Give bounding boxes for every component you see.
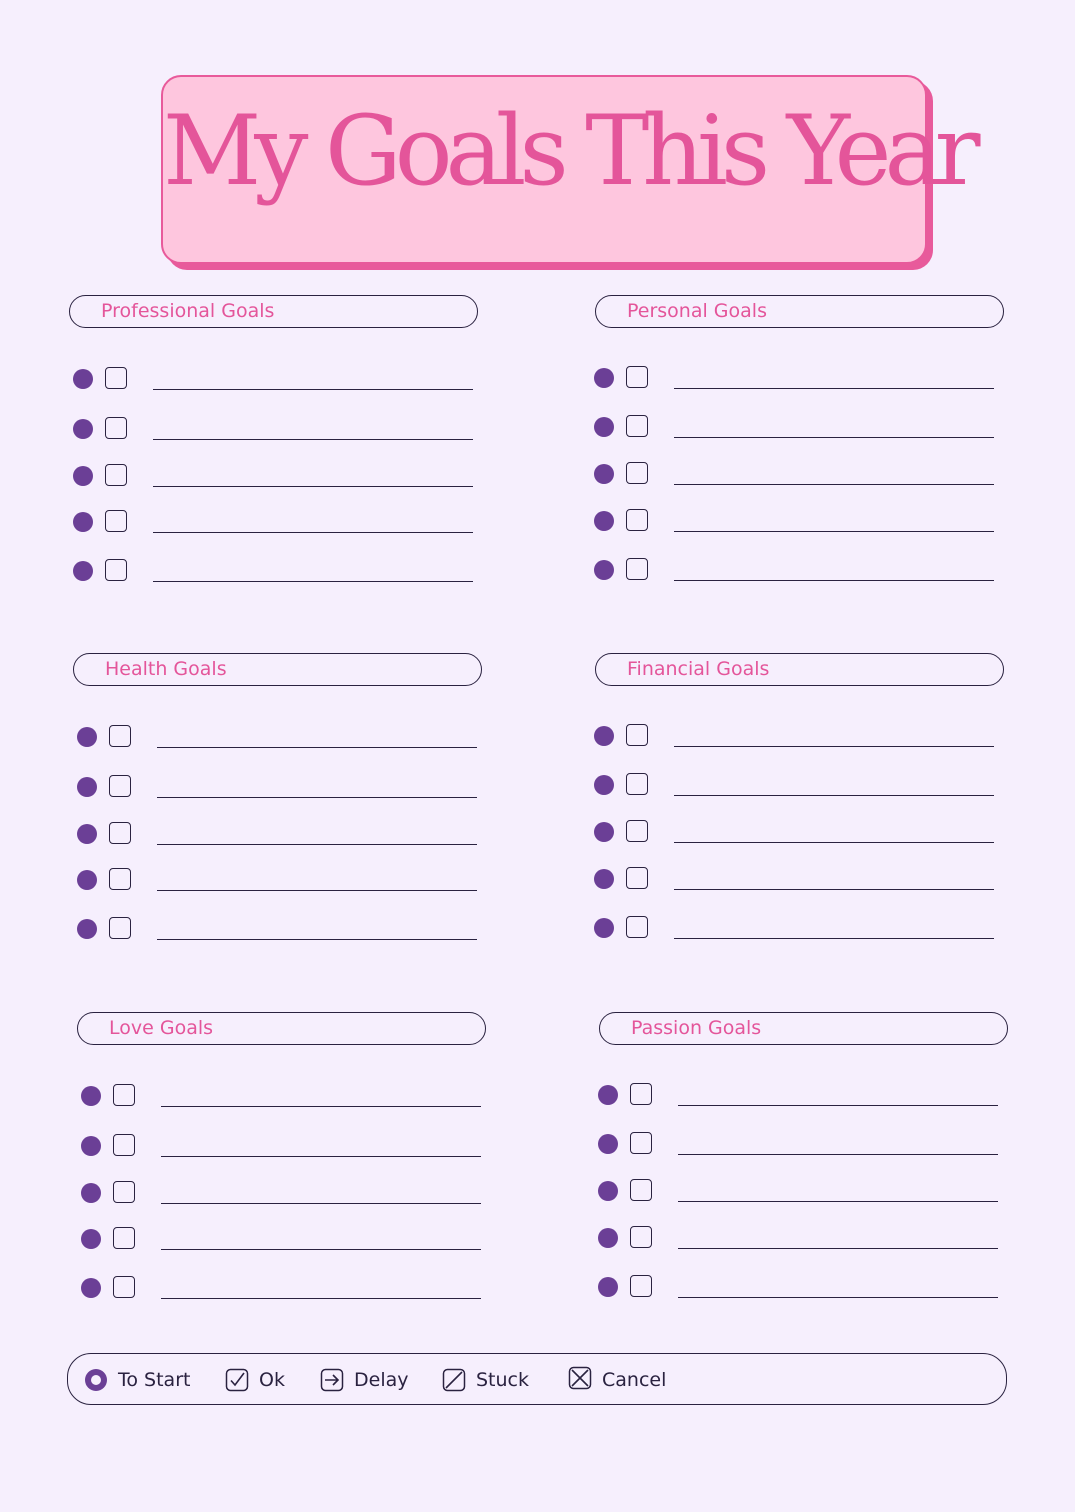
legend-item-cancel [568,1367,666,1393]
x-box-icon [568,1366,592,1390]
goal-row [73,558,483,584]
goal-checkbox[interactable] [105,417,127,439]
bullet-dot-icon [77,824,97,844]
goal-write-line[interactable] [157,939,477,940]
bullet-dot-icon [77,870,97,890]
status-legend [67,1353,1007,1405]
goal-checkbox[interactable] [113,1227,135,1249]
goal-checkbox[interactable] [630,1083,652,1105]
goal-row [73,463,483,489]
section-label-financial: Financial Goals [627,658,770,680]
goal-checkbox[interactable] [113,1084,135,1106]
goal-checkbox[interactable] [109,725,131,747]
goal-write-line[interactable] [161,1298,481,1299]
goal-row [73,366,483,392]
goal-write-line[interactable] [157,844,477,845]
goal-row [594,866,1004,892]
goal-write-line[interactable] [678,1297,998,1298]
section-header-passion [599,1012,1008,1045]
goal-row [598,1178,1008,1204]
goal-row [73,416,483,442]
goal-write-line[interactable] [678,1105,998,1106]
goal-checkbox[interactable] [626,820,648,842]
goal-checkbox[interactable] [105,367,127,389]
goal-write-line[interactable] [157,747,477,748]
legend-item-to-start [84,1367,190,1393]
section-header-financial [595,653,1004,686]
goal-row [81,1180,491,1206]
bullet-dot-icon [594,560,614,580]
goal-checkbox[interactable] [626,509,648,531]
goal-row [77,867,487,893]
section-header-professional [69,295,478,328]
bullet-dot-icon [73,419,93,439]
bullet-dot-icon [73,512,93,532]
section-label-professional: Professional Goals [101,300,275,322]
goal-checkbox[interactable] [109,868,131,890]
goal-write-line[interactable] [678,1248,998,1249]
bullet-dot-icon [598,1134,618,1154]
section-header-love [77,1012,486,1045]
bullet-dot-icon [77,919,97,939]
goal-row [77,916,487,942]
section-label-love: Love Goals [109,1017,214,1039]
goal-write-line[interactable] [153,486,473,487]
goal-checkbox[interactable] [109,775,131,797]
goal-row [594,365,1004,391]
bullet-dot-icon [594,869,614,889]
goal-write-line[interactable] [153,439,473,440]
goal-row [598,1082,1008,1108]
bullet-dot-icon [594,417,614,437]
bullet-dot-icon [594,822,614,842]
goal-write-line[interactable] [674,842,994,843]
goal-row [77,821,487,847]
goal-checkbox[interactable] [626,773,648,795]
goal-write-line[interactable] [153,532,473,533]
legend-label-delay: Delay [354,1369,409,1391]
goal-checkbox[interactable] [626,558,648,580]
goal-checkbox[interactable] [109,917,131,939]
goal-write-line[interactable] [678,1154,998,1155]
bullet-dot-icon [594,368,614,388]
goal-row [594,723,1004,749]
goal-row [594,772,1004,798]
bullet-dot-icon [598,1085,618,1105]
goal-write-line[interactable] [153,581,473,582]
goal-row [81,1275,491,1301]
goal-row [598,1274,1008,1300]
bullet-dot-icon [598,1181,618,1201]
goal-write-line[interactable] [161,1106,481,1107]
bullet-dot-icon [73,369,93,389]
goal-checkbox[interactable] [626,366,648,388]
goal-checkbox[interactable] [626,724,648,746]
goal-row [594,414,1004,440]
goal-write-line[interactable] [674,746,994,747]
arrow-box-icon [320,1368,344,1392]
goal-write-line[interactable] [674,580,994,581]
bullet-dot-icon [73,466,93,486]
goal-checkbox[interactable] [630,1132,652,1154]
radio-dot-icon [84,1368,108,1392]
goal-checkbox[interactable] [113,1134,135,1156]
bullet-dot-icon [594,775,614,795]
legend-label-to-start: To Start [118,1369,191,1391]
goal-write-line[interactable] [157,797,477,798]
bullet-dot-icon [81,1229,101,1249]
goal-write-line[interactable] [161,1249,481,1250]
goal-checkbox[interactable] [113,1276,135,1298]
section-label-personal: Personal Goals [627,300,767,322]
legend-label-cancel: Cancel [602,1369,667,1391]
bullet-dot-icon [77,777,97,797]
section-label-health: Health Goals [105,658,227,680]
section-header-personal [595,295,1004,328]
goal-row [598,1131,1008,1157]
goal-row [77,774,487,800]
goal-checkbox[interactable] [630,1275,652,1297]
goal-checkbox[interactable] [630,1226,652,1248]
legend-item-ok [225,1367,285,1393]
goal-write-line[interactable] [674,938,994,939]
section-label-passion: Passion Goals [631,1017,762,1039]
bullet-dot-icon [81,1136,101,1156]
goal-row [81,1226,491,1252]
goal-write-line[interactable] [674,531,994,532]
slash-box-icon [442,1368,466,1392]
bullet-dot-icon [81,1086,101,1106]
goal-checkbox[interactable] [105,510,127,532]
bullet-dot-icon [598,1228,618,1248]
goal-write-line[interactable] [674,388,994,389]
bullet-dot-icon [594,464,614,484]
goal-write-line[interactable] [157,890,477,891]
title-banner [161,75,974,264]
goal-row [594,915,1004,941]
goal-row [594,819,1004,845]
goal-write-line[interactable] [674,484,994,485]
goal-checkbox[interactable] [630,1179,652,1201]
legend-label-ok: Ok [259,1369,285,1391]
goal-row [81,1133,491,1159]
goal-checkbox[interactable] [109,822,131,844]
bullet-dot-icon [594,918,614,938]
goal-row [73,509,483,535]
goal-checkbox[interactable] [626,867,648,889]
legend-label-stuck: Stuck [476,1369,530,1391]
goal-write-line[interactable] [161,1203,481,1204]
bullet-dot-icon [594,726,614,746]
goal-checkbox[interactable] [113,1181,135,1203]
goal-row [594,461,1004,487]
legend-item-delay [320,1367,409,1393]
goal-row [77,724,487,750]
goal-checkbox[interactable] [105,559,127,581]
goal-row [594,557,1004,583]
goal-write-line[interactable] [674,889,994,890]
goal-write-line[interactable] [153,389,473,390]
goal-checkbox[interactable] [626,462,648,484]
bullet-dot-icon [81,1183,101,1203]
goal-row [594,508,1004,534]
goal-checkbox[interactable] [105,464,127,486]
legend-item-stuck [442,1367,529,1393]
goal-write-line[interactable] [678,1201,998,1202]
bullet-dot-icon [73,561,93,581]
goal-checkbox[interactable] [626,916,648,938]
goal-write-line[interactable] [674,795,994,796]
goal-write-line[interactable] [674,437,994,438]
goal-checkbox[interactable] [626,415,648,437]
bullet-dot-icon [594,511,614,531]
bullet-dot-icon [81,1278,101,1298]
check-box-icon [225,1368,249,1392]
page-title: My Goals This Year [163,95,974,207]
section-header-health [73,653,482,686]
goal-row [598,1225,1008,1251]
bullet-dot-icon [77,727,97,747]
goal-row [81,1083,491,1109]
bullet-dot-icon [598,1277,618,1297]
goal-write-line[interactable] [161,1156,481,1157]
